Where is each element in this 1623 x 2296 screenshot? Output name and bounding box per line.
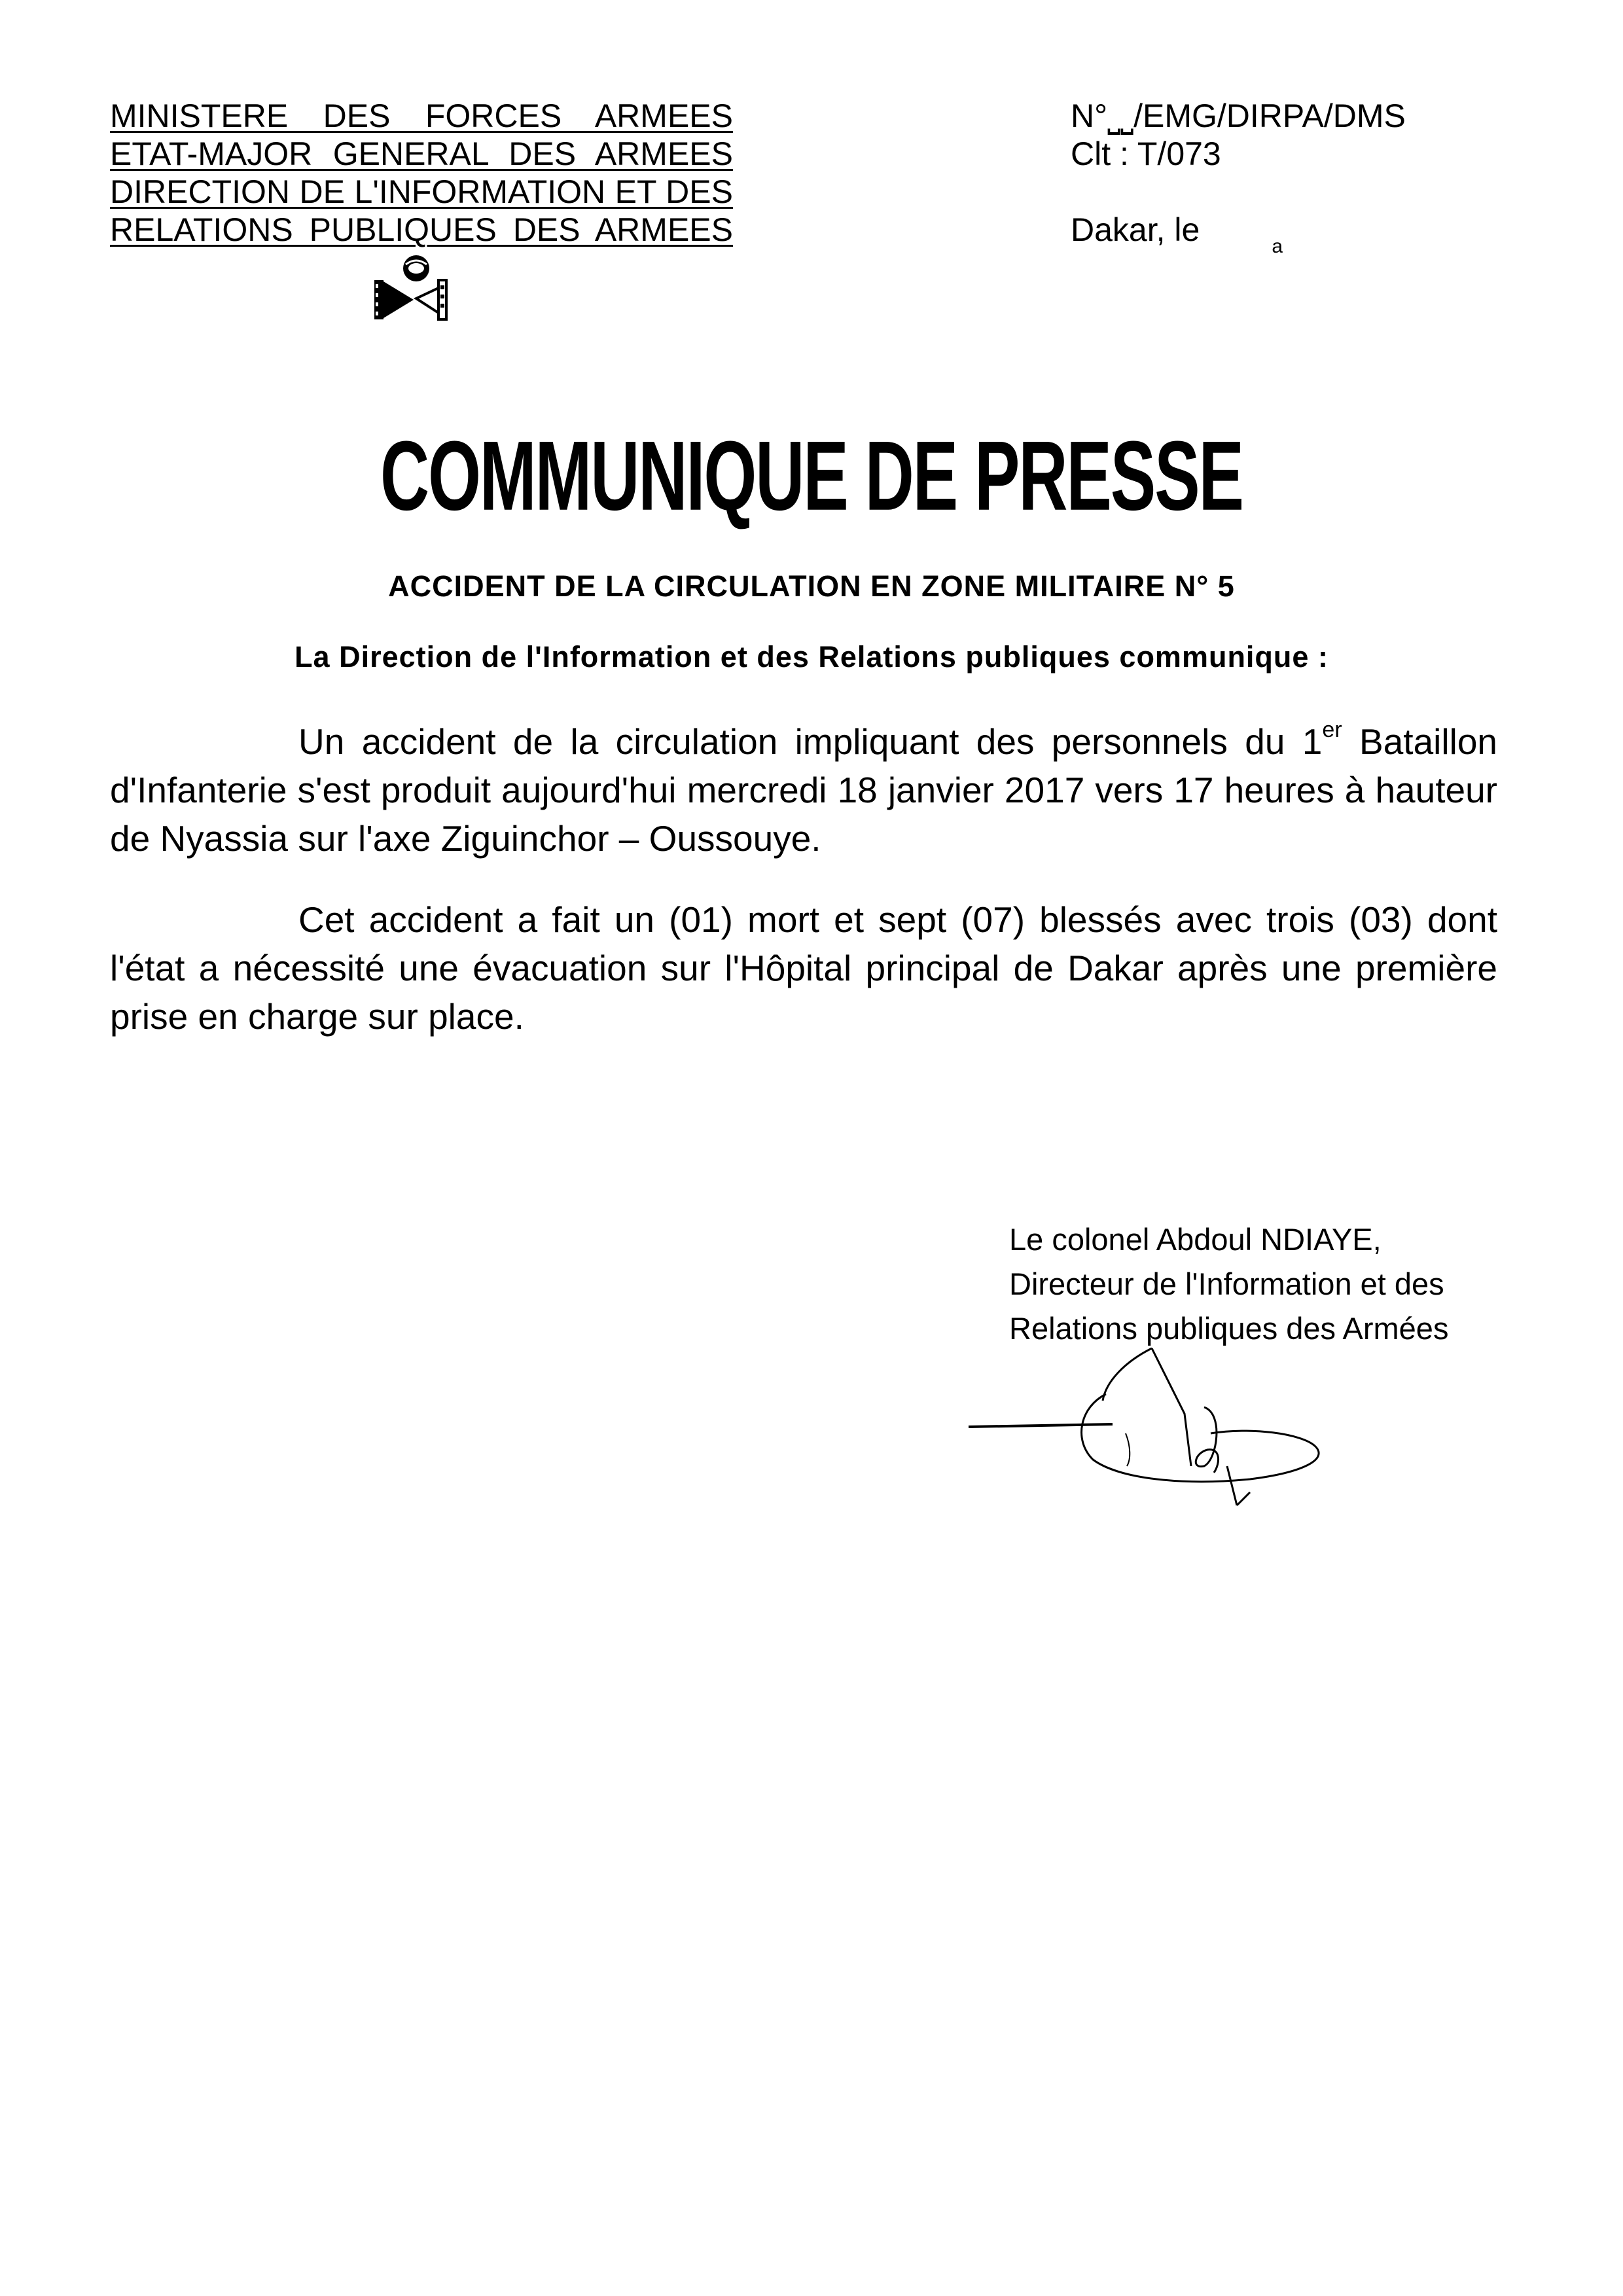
signatory-title-2: Relations publiques des Armées [1009,1311,1449,1346]
dirpa-emblem-icon [370,251,449,322]
reference-clt: Clt : T/073 [1071,135,1221,172]
date-mark: a [1272,236,1283,257]
place-date [1071,211,1406,266]
page-title [0,421,1623,532]
press-release-title: COMMUNIQUE DE PRESSE [380,421,1243,532]
p1-text-end: Bataillon d'Infanterie s'est produit aujourd'hui mercredi 18 janvier 2017 vers 17 heures à hauteur de Nyassia sur l'axe Ziguinchor – Oussouye. [110,721,1497,859]
p1-text-start: Un accident de la circulation impliquant des personnels du 1 [298,721,1323,762]
signatory-name: Le colonel Abdoul NDIAYE, [1009,1222,1382,1257]
letterhead-general-staff: ETAT-MAJOR GENERAL DES ARMEES [110,135,733,172]
letterhead-direction: DIRECTION DE L'INFORMATION ET DES [110,173,733,210]
reference-number: N°⎵⎵/EMG/DIRPA/DMS [1071,98,1406,134]
subject-heading: ACCIDENT DE LA CIRCULATION EN ZONE MILITAIRE N° 5 [388,569,1235,603]
signatory-title-1: Directeur de l'Information et des [1009,1266,1444,1301]
p2-text: Cet accident a fait un (01) mort et sept (07) blessés avec trois (03) dont l'état a nécessité une évacuation sur l'Hôpital principal de Dakar après une première prise en charge sur place. [110,899,1497,1037]
handwritten-signature-icon [962,1335,1381,1532]
body-paragraph-2 [110,895,1497,1041]
body-paragraph-1 [110,717,1497,863]
letterhead-ministry: MINISTERE DES FORCES ARMEES [110,98,733,134]
intro-line: La Direction de l'Information et des Relations publiques communique : [294,640,1329,673]
letterhead [110,97,733,249]
reference-block [1071,97,1406,266]
letterhead-public-relations: RELATIONS PUBLIQUES DES ARMEES [110,211,733,248]
ordinal-superscript: er [1322,717,1342,742]
signatory-block [1009,1217,1448,1351]
place-date-label: Dakar, le [1071,211,1200,248]
